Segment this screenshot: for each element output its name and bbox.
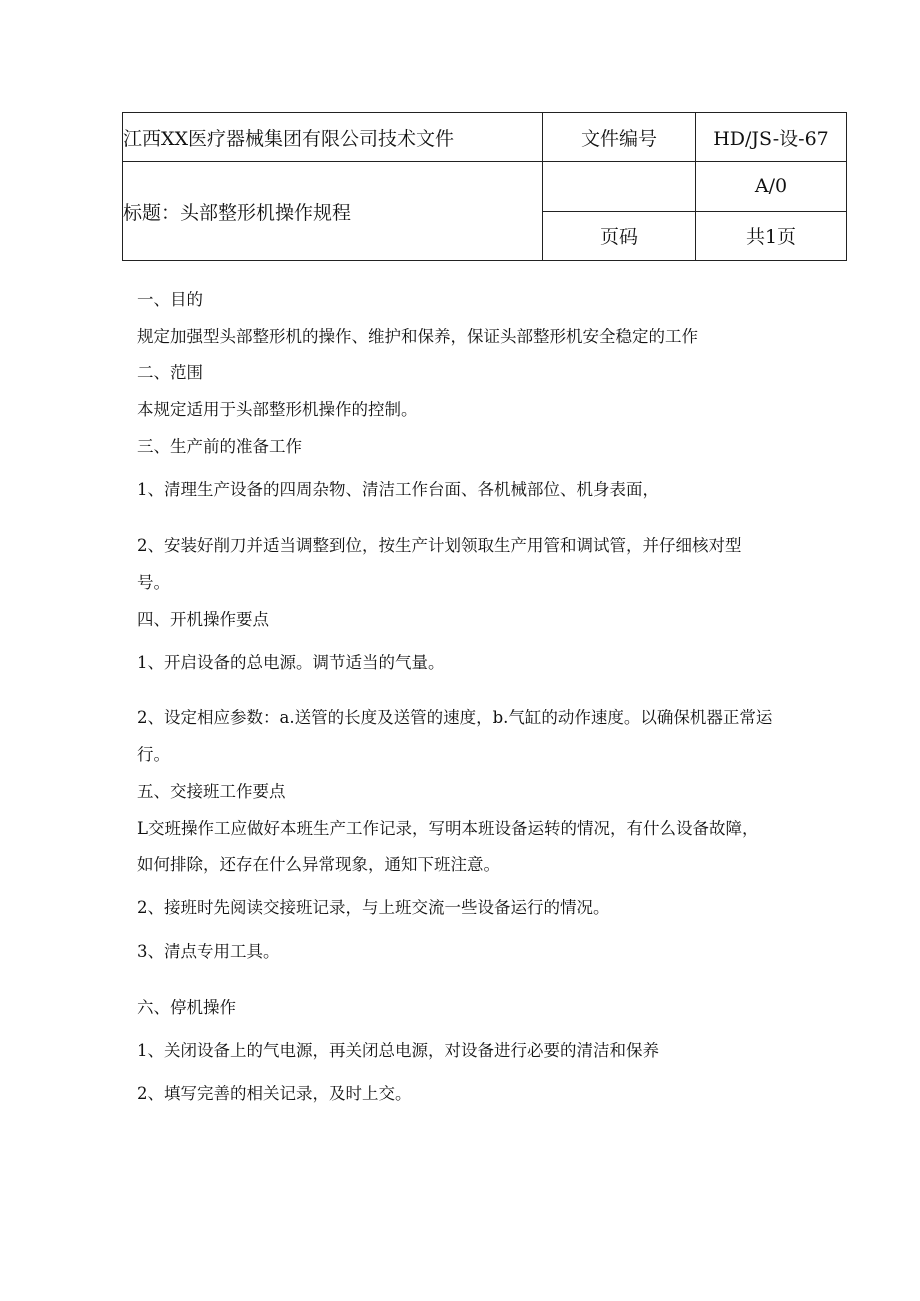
section-heading: 五、交接班工作要点 — [137, 782, 286, 801]
version-value: A/0 — [696, 162, 847, 211]
section-heading: 四、开机操作要点 — [137, 610, 269, 629]
list-item: 3、清点专用工具。 — [137, 942, 280, 961]
page-value: 共1页 — [696, 211, 847, 260]
list-item: 2、安装好削刀并适当调整到位，按生产计划领取生产用管和调试管，并仔细核对型 — [137, 536, 742, 555]
list-item-continuation: 行。 — [137, 745, 170, 764]
list-item: 1、关闭设备上的气电源，再关闭总电源，对设备进行必要的清洁和保养 — [137, 1041, 659, 1060]
list-item: L交班操作工应做好本班生产工作记录，写明本班设备运转的情况，有什么设备故障， — [137, 819, 759, 838]
list-item: 2、接班时先阅读交接班记录，与上班交流一些设备运行的情况。 — [137, 898, 610, 917]
page-label: 页码 — [543, 211, 696, 260]
list-item-continuation: 如何排除，还存在什么异常现象，通知下班注意。 — [137, 855, 500, 874]
section-heading: 一、目的 — [137, 290, 203, 309]
document-header-table — [122, 112, 847, 261]
doc-title: 标题：头部整形机操作规程 — [123, 162, 543, 261]
section-heading: 二、范围 — [137, 363, 203, 382]
list-item: 1、开启设备的总电源。调节适当的气量。 — [137, 653, 445, 672]
paragraph-line: 本规定适用于头部整形机操作的控制。 — [137, 400, 418, 419]
list-item: 1、清理生产设备的四周杂物、清洁工作台面、各机械部位、机身表面， — [137, 480, 659, 499]
company-name: 江西XX医疗器械集团有限公司技术文件 — [123, 113, 543, 162]
section-heading: 三、生产前的准备工作 — [137, 437, 302, 456]
list-item: 2、填写完善的相关记录，及时上交。 — [137, 1084, 412, 1103]
doc-number-value: HD/JS-设-67 — [696, 113, 847, 162]
version-label — [543, 162, 696, 211]
paragraph-line: 规定加强型头部整形机的操作、维护和保养，保证头部整形机安全稳定的工作 — [137, 327, 698, 346]
list-item: 2、设定相应参数：a.送管的长度及送管的速度，b.气缸的动作速度。以确保机器正常运 — [137, 708, 773, 727]
list-item-continuation: 号。 — [137, 573, 170, 592]
section-heading: 六、停机操作 — [137, 998, 236, 1017]
doc-number-label: 文件编号 — [543, 113, 696, 162]
